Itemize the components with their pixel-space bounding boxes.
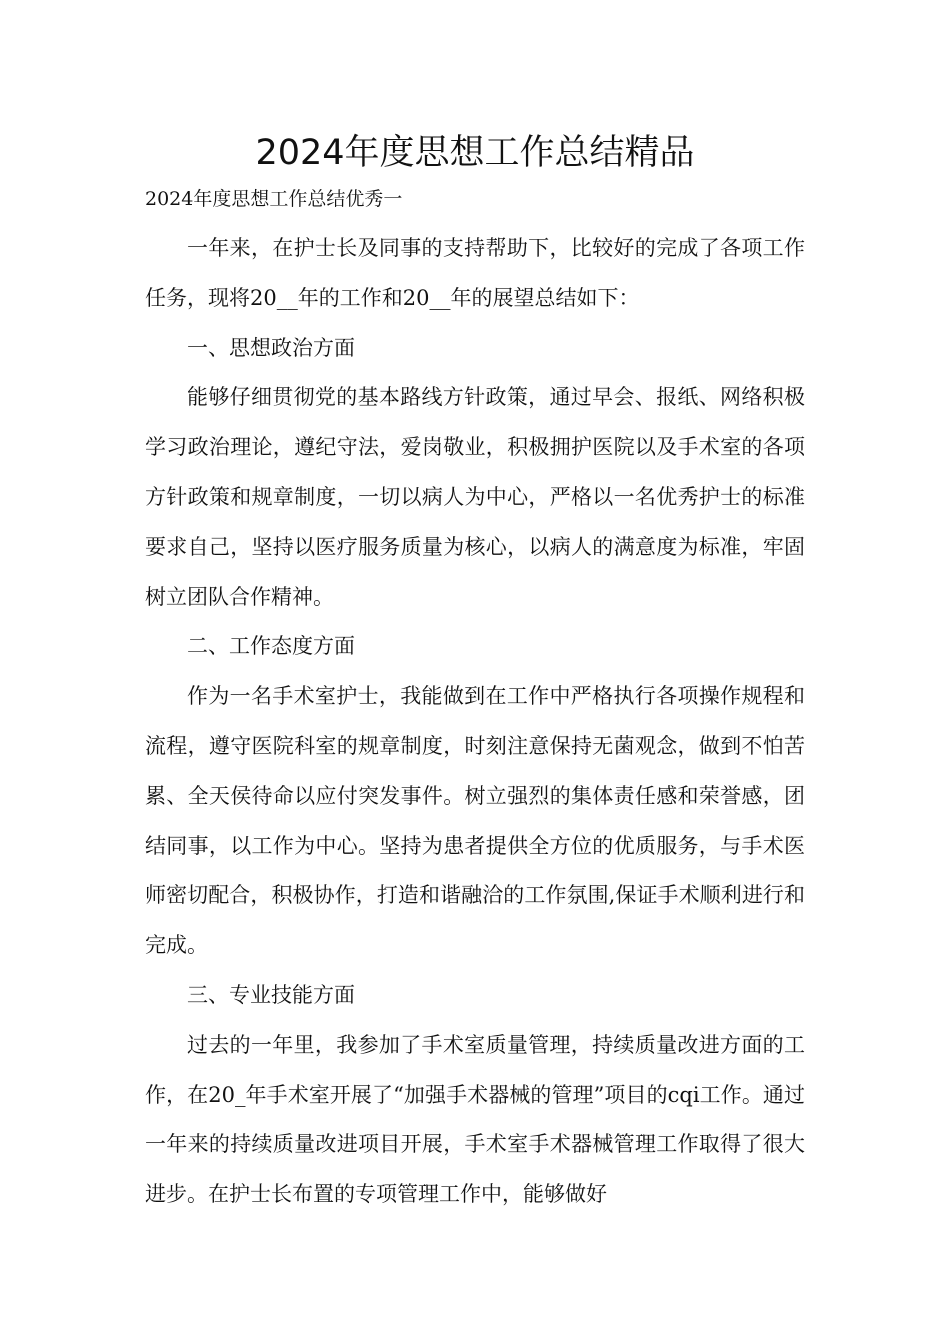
section-heading-attitude: 二、工作态度方面 (187, 634, 355, 659)
paragraph-political: 能够仔细贯彻党的基本路线方针政策，通过早会、报纸、网络积极学习政治理论，遵纪守法，爱岗敬业，积极拥护医院以及手术室的各项方针政策和规章制度，一切以病人为中心，严格以一名优秀护士的标准要求自己，坚持以医疗服务质量为核心，以病人的满意度为标准，牢固树立团队合作精神。 (145, 385, 805, 609)
document-title: 2024年度思想工作总结精品 (255, 133, 695, 173)
paragraph-intro: 一年来，在护士长及同事的支持帮助下，比较好的完成了各项工作任务，现将20__年的工作和20__年的展望总结如下： (145, 236, 805, 310)
document-subtitle: 2024年度思想工作总结优秀一 (145, 188, 403, 210)
paragraph-skills: 过去的一年里，我参加了手术室质量管理，持续质量改进方面的工作，在20_年手术室开展了“加强手术器械的管理”项目的cqi工作。通过一年来的持续质量改进项目开展，手术室手术器械管理工作取得了很大进步。在护士长布置的专项管理工作中，能够做好 (145, 1032, 805, 1207)
document-body (145, 224, 805, 1220)
section-heading-skills: 三、专业技能方面 (187, 982, 355, 1007)
paragraph-attitude: 作为一名手术室护士，我能做到在工作中严格执行各项操作规程和流程，遵守医院科室的规章制度，时刻注意保持无菌观念，做到不怕苦累、全天侯待命以应付突发事件。树立强烈的集体责任感和荣誉感，团结同事，以工作为中心。坚持为患者提供全方位的优质服务，与手术医师密切配合，积极协作，打造和谐融洽的工作氛围,保证手术顺利进行和完成。 (145, 684, 805, 958)
section-heading-political: 一、思想政治方面 (187, 335, 355, 360)
